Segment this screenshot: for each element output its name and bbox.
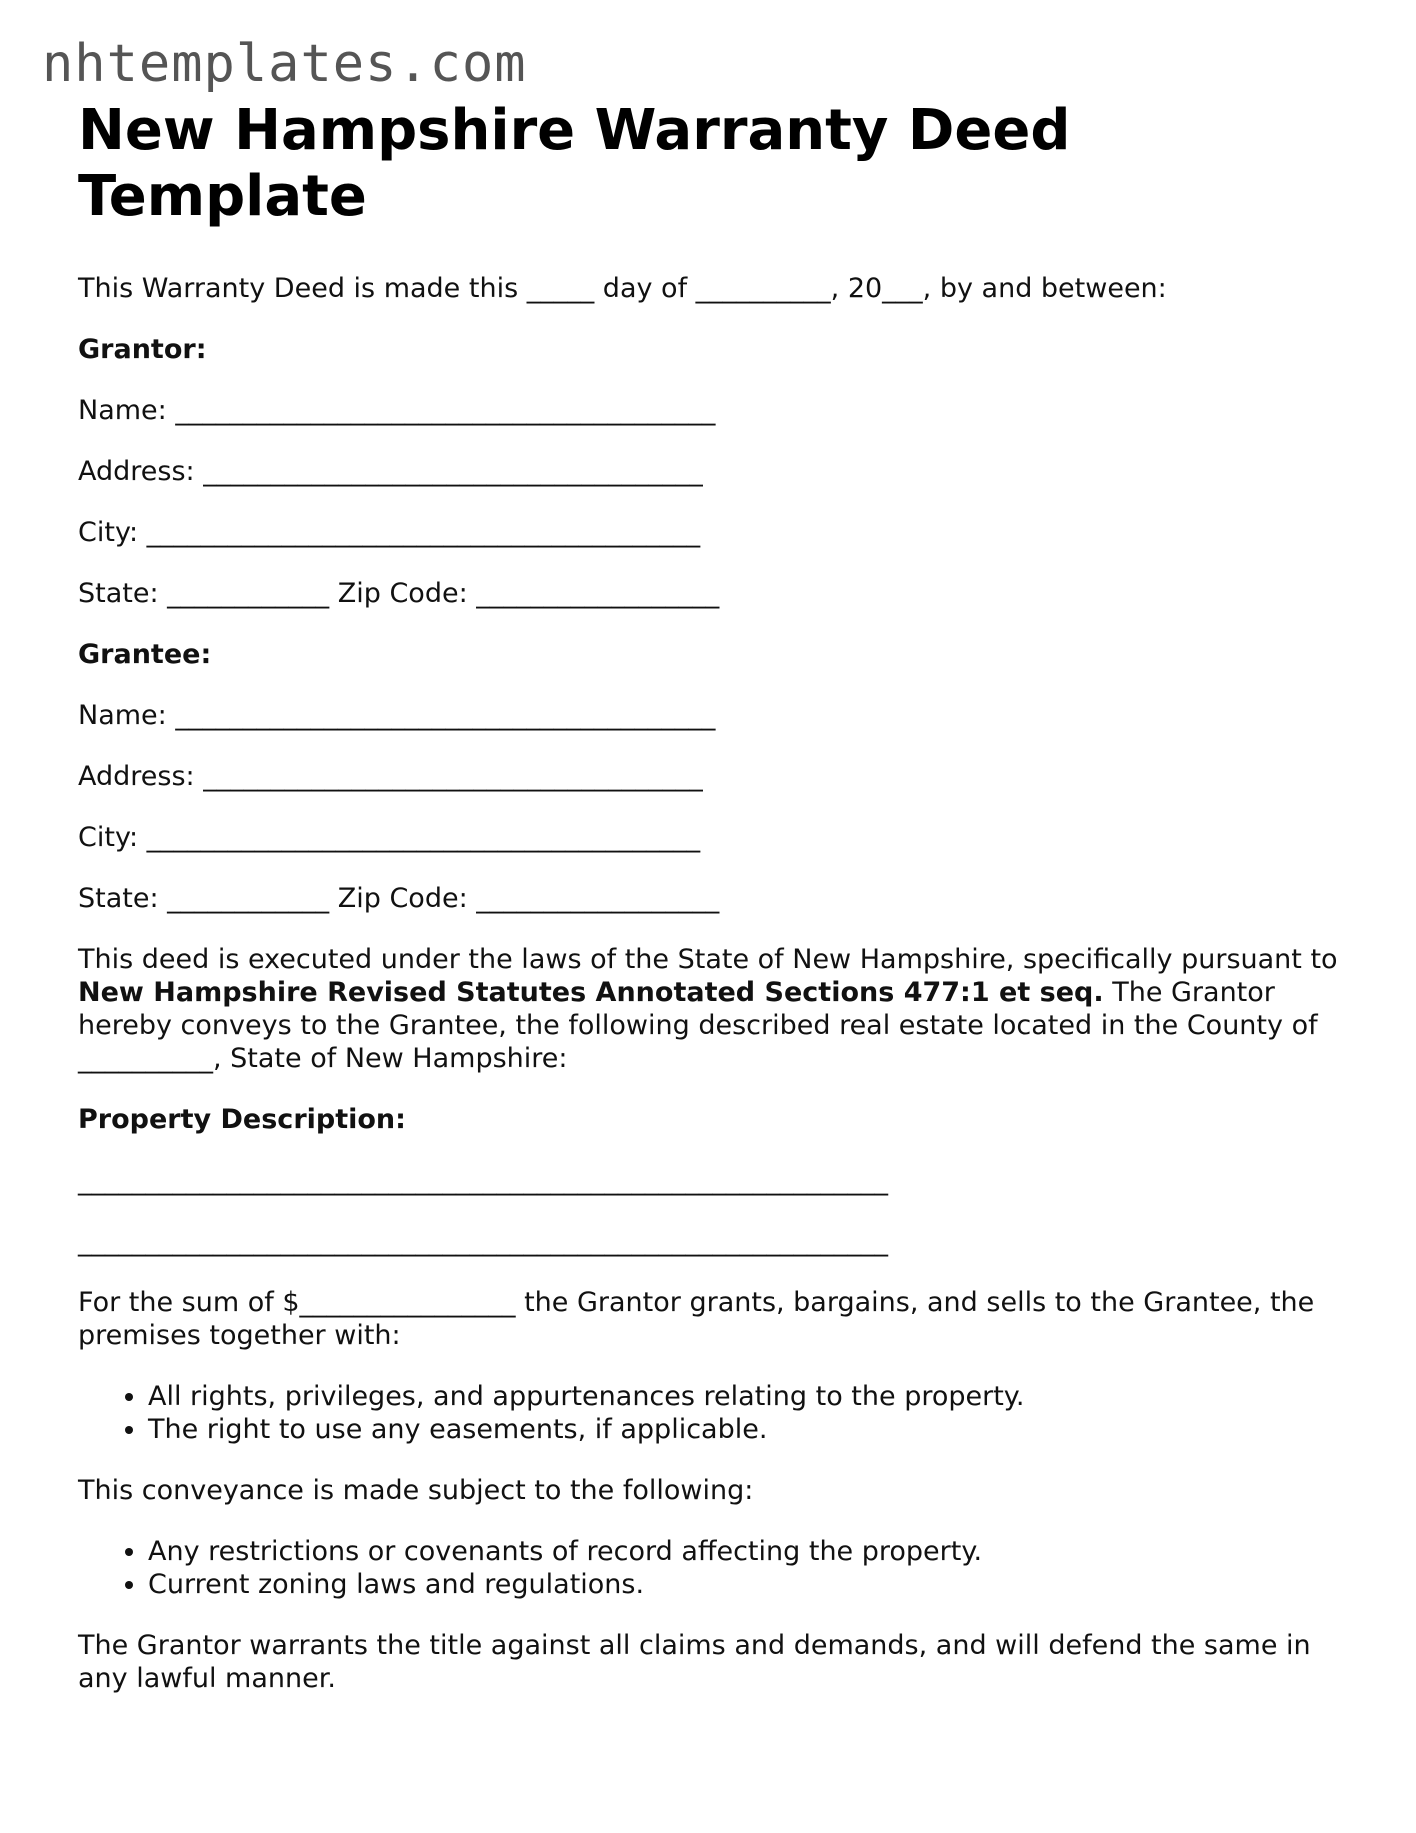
list-item: • Current zoning laws and regulations. <box>148 1568 1358 1601</box>
list-item: • The right to use any easements, if applicable. <box>148 1413 1358 1446</box>
grantor-state-zip-field: State: ____________ Zip Code: __________________ <box>78 578 720 609</box>
document-page <box>78 98 1358 1695</box>
intro-text: This Warranty Deed is made this _____ day of __________, 20___, by and between: <box>78 273 1167 304</box>
grantee-state-zip-field: State: ____________ Zip Code: __________________ <box>78 883 720 914</box>
property-description-heading: Property Description: <box>78 1104 406 1135</box>
grantee-city-field: City: _________________________________________ <box>78 822 701 853</box>
property-description-line: ____________________________________________________________ <box>78 1165 888 1196</box>
grantor-address-field: Address: _____________________________________ <box>78 456 703 487</box>
sum-paragraph: For the sum of $________________ the Grantor grants, bargains, and sells to the Grantee, the premises together with: <box>78 1287 1315 1351</box>
property-description-line: ____________________________________________________________ <box>78 1226 888 1257</box>
statute-reference: New Hampshire Revised Statutes Annotated Sections 477:1 et seq. <box>78 977 1104 1008</box>
list-item: • All rights, privileges, and appurtenances relating to the property. <box>148 1380 1358 1413</box>
laws-paragraph <box>78 943 1358 1075</box>
watermark: nhtemplates.com <box>42 34 527 94</box>
list-item: • Any restrictions or covenants of record affecting the property. <box>148 1535 1358 1568</box>
grantor-name-field: Name: ________________________________________ <box>78 395 716 426</box>
grantee-address-field: Address: _____________________________________ <box>78 761 703 792</box>
grantor-heading: Grantor: <box>78 334 207 365</box>
grantee-heading: Grantee: <box>78 639 212 670</box>
grantee-name-field: Name: ________________________________________ <box>78 700 716 731</box>
subject-paragraph: This conveyance is made subject to the following: <box>78 1475 754 1506</box>
page-title: New Hampshire Warranty Deed Template <box>78 98 1071 229</box>
warranty-paragraph: The Grantor warrants the title against all claims and demands, and will defend the same in any lawful manner. <box>78 1630 1311 1694</box>
rights-list <box>78 1380 1358 1446</box>
subject-list <box>78 1535 1358 1601</box>
laws-text-after: The Grantor hereby conveys to the Grantee, the following described real estate located in the County of __________, State of New Hampshire: <box>78 977 1318 1074</box>
laws-text-before: This deed is executed under the laws of the State of New Hampshire, specifically pursuant to <box>78 944 1338 975</box>
grantor-city-field: City: _________________________________________ <box>78 517 701 548</box>
